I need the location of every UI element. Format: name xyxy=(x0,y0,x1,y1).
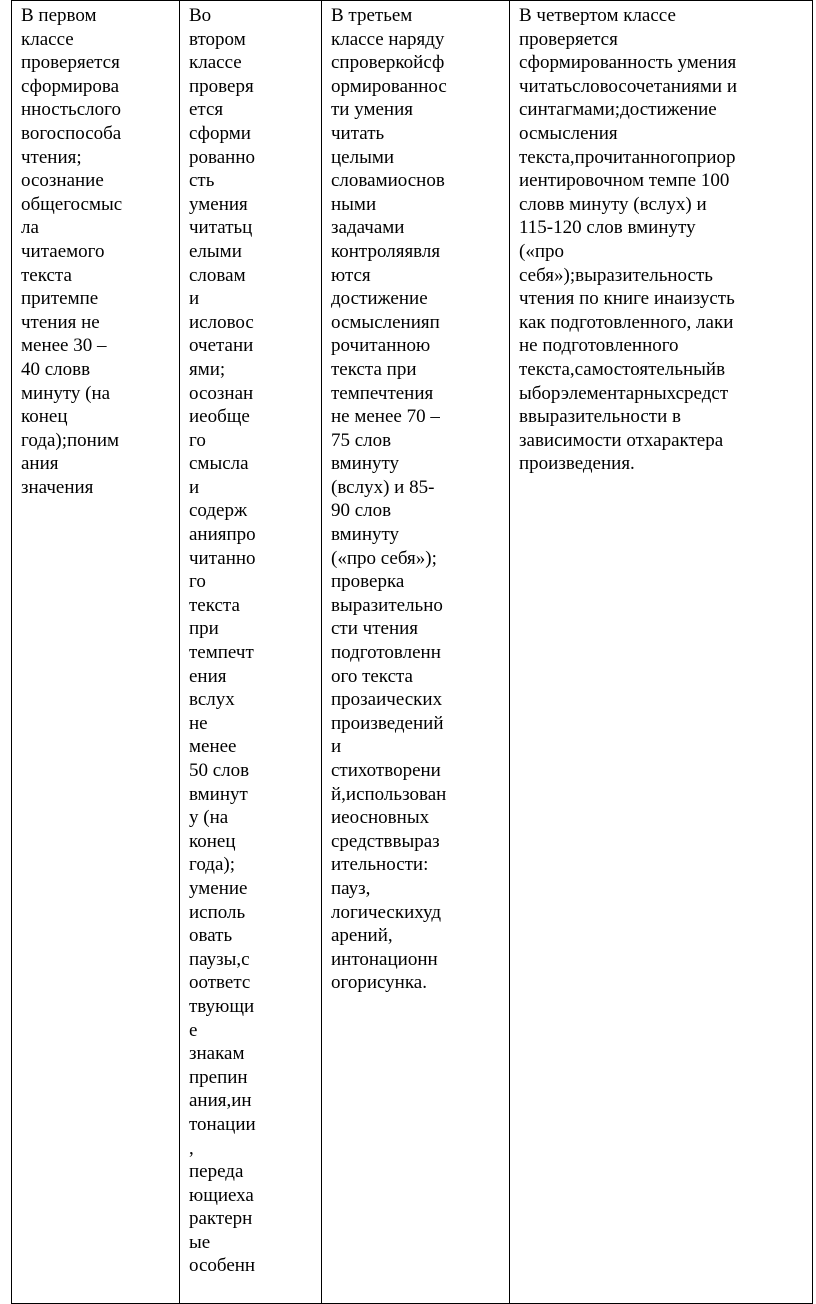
text-line: нностьслого xyxy=(21,99,121,121)
text-line: умение xyxy=(189,877,248,899)
text-line: рованно xyxy=(189,146,255,168)
text-line: ания,ин xyxy=(189,1090,252,1112)
text-line: оответс xyxy=(189,972,251,994)
text-line: вслух xyxy=(189,689,235,711)
text-line: ительности: xyxy=(331,854,429,876)
cell-text-grade-2 xyxy=(189,4,312,1278)
text-line: средстввыраз xyxy=(331,830,440,852)
cell-text-grade-4 xyxy=(519,4,803,476)
text-line: вминут xyxy=(189,783,248,805)
text-line: задачами xyxy=(331,217,405,239)
text-line: ыборэлементарныхсредст xyxy=(519,382,729,404)
text-line: года);поним xyxy=(21,429,120,451)
text-line: анияпро xyxy=(189,524,256,546)
text-line: притемпе xyxy=(21,288,99,310)
text-line: словамиоснов xyxy=(331,170,445,192)
text-line: рактерн xyxy=(189,1208,253,1230)
text-line: произведений xyxy=(331,712,444,734)
text-line: иеобще xyxy=(189,406,250,428)
text-line: В первом xyxy=(21,5,97,26)
text-line: ти умения xyxy=(331,99,414,121)
text-line: 50 слов xyxy=(189,760,250,781)
text-line: зависимости отхарактера xyxy=(519,429,724,451)
text-line: 115-120 слов вминуту xyxy=(519,217,696,239)
text-line: интонационн xyxy=(331,948,438,970)
text-line: как подготовленного, лаки xyxy=(519,311,734,333)
text-line: умения xyxy=(189,193,248,215)
text-line: сформирова xyxy=(21,75,120,97)
text-line: ными xyxy=(331,193,377,215)
text-line: ла xyxy=(21,217,39,239)
text-line: вминуту xyxy=(331,524,400,546)
text-line: себя»);выразительность xyxy=(519,264,713,286)
text-line: и xyxy=(189,476,200,498)
text-line: паузы,с xyxy=(189,948,250,970)
cell-grade-2 xyxy=(180,1,322,1304)
text-line: стихотворени xyxy=(331,760,441,781)
text-line: не менее 70 – xyxy=(331,406,440,428)
text-line: спроверкойсф xyxy=(331,52,445,74)
text-line: не xyxy=(189,712,208,734)
text-line: осмысления xyxy=(519,122,618,144)
text-line: осознан xyxy=(189,382,254,404)
text-line: препин xyxy=(189,1066,248,1088)
text-line: пауз, xyxy=(331,877,371,899)
text-line: ания xyxy=(21,453,59,475)
text-line: В четвертом классе xyxy=(519,5,676,26)
text-line: читанно xyxy=(189,547,256,569)
text-line: произведения. xyxy=(519,453,635,475)
text-line: («про xyxy=(519,240,564,262)
text-line: проверяется xyxy=(519,28,618,50)
text-line: конец xyxy=(189,830,236,852)
text-line: классе xyxy=(189,52,242,74)
text-line: текста,самостоятельныйв xyxy=(519,358,726,380)
text-line: (вслух) и 85- xyxy=(331,476,435,498)
text-line: текста при xyxy=(331,358,417,380)
text-line: темпечт xyxy=(189,642,254,664)
text-line: содерж xyxy=(189,500,248,522)
text-line: («про себя»); xyxy=(331,547,437,569)
text-line: ормированнос xyxy=(331,75,447,97)
text-line: года); xyxy=(189,854,235,876)
text-line: 90 слов xyxy=(331,500,392,522)
text-line: исполь xyxy=(189,901,246,923)
text-line: ввыразительности в xyxy=(519,406,681,428)
text-line: и xyxy=(189,288,200,310)
cell-text-grade-3 xyxy=(331,4,500,995)
table-row xyxy=(12,1,813,1304)
text-line: тонации xyxy=(189,1113,256,1135)
text-line: очетани xyxy=(189,335,254,357)
text-line: иеосновных xyxy=(331,807,430,829)
text-line: прозаических xyxy=(331,689,443,711)
text-line: е xyxy=(189,1019,198,1041)
text-line: классе наряду xyxy=(331,28,445,50)
text-line: , xyxy=(189,1137,194,1159)
text-line: ения xyxy=(189,665,227,687)
text-line: го xyxy=(189,429,206,451)
text-line: менее 30 – xyxy=(21,335,107,357)
text-line: вминуту xyxy=(331,453,400,475)
text-line: В третьем xyxy=(331,5,413,26)
text-line: текста,прочитанногоприор xyxy=(519,146,736,168)
text-line: ющиеха xyxy=(189,1184,254,1206)
text-line: чтения не xyxy=(21,311,100,333)
text-line: вогоспособа xyxy=(21,122,122,144)
text-line: классе xyxy=(21,28,74,50)
cell-text-grade-1 xyxy=(21,4,170,499)
text-line: овать xyxy=(189,925,233,947)
text-line: подготовленн xyxy=(331,642,441,664)
text-line: конец xyxy=(21,406,68,428)
text-line: значения xyxy=(21,476,94,498)
text-line: 75 слов xyxy=(331,429,392,451)
text-line: смысла xyxy=(189,453,249,475)
text-line: ются xyxy=(331,264,371,286)
content-table xyxy=(11,0,813,1304)
cell-grade-3 xyxy=(322,1,510,1304)
text-line: ями; xyxy=(189,358,226,380)
text-line: выразительно xyxy=(331,594,443,616)
text-line: текста xyxy=(21,264,72,286)
text-line: сформи xyxy=(189,122,251,144)
text-line: минуту (на xyxy=(21,382,111,404)
text-line: арений, xyxy=(331,925,393,947)
text-line: особенн xyxy=(189,1255,256,1277)
text-line: общегосмыс xyxy=(21,193,123,215)
text-line: елыми xyxy=(189,240,242,262)
text-line: у (на xyxy=(189,807,229,829)
text-line: и xyxy=(331,736,342,758)
text-line: чтения по книге инаизусть xyxy=(519,288,735,310)
text-line: 40 словв xyxy=(21,358,91,380)
text-line: сформированность умения xyxy=(519,52,737,74)
text-line: читать xyxy=(331,122,385,144)
text-line: синтагмами;достижение xyxy=(519,99,717,121)
text-line: менее xyxy=(189,736,237,758)
cell-grade-4 xyxy=(510,1,813,1304)
text-line: осмысленияп xyxy=(331,311,440,333)
text-line: проверя xyxy=(189,75,254,97)
text-line: контроляявля xyxy=(331,240,441,262)
text-line: знакам xyxy=(189,1043,245,1065)
text-line: проверка xyxy=(331,571,405,593)
text-line: сти чтения xyxy=(331,618,419,640)
text-line: читаемого xyxy=(21,240,105,262)
text-line: словам xyxy=(189,264,246,286)
text-line: ые xyxy=(189,1231,211,1253)
text-line: рочитанною xyxy=(331,335,431,357)
text-line: иентировочном темпе 100 xyxy=(519,170,730,192)
text-line: сть xyxy=(189,170,215,192)
text-line: словв минуту (вслух) и xyxy=(519,193,707,215)
text-line: переда xyxy=(189,1161,244,1183)
text-line: читатьсловосочетаниями и xyxy=(519,75,737,97)
text-line: не подготовленного xyxy=(519,335,679,357)
text-line: ого текста xyxy=(331,665,413,687)
text-line: исловос xyxy=(189,311,254,333)
text-line: логическихуд xyxy=(331,901,441,923)
text-line: го xyxy=(189,571,206,593)
text-line: огорисунка. xyxy=(331,972,427,994)
text-line: текста xyxy=(189,594,240,616)
text-line: твующи xyxy=(189,995,255,1017)
text-line: темпечтения xyxy=(331,382,434,404)
text-line: ется xyxy=(189,99,224,121)
text-line: целыми xyxy=(331,146,395,168)
text-line: при xyxy=(189,618,219,640)
text-line: Во xyxy=(189,5,212,26)
cell-grade-1 xyxy=(12,1,180,1304)
text-line: чтения; xyxy=(21,146,82,168)
text-line: достижение xyxy=(331,288,428,310)
text-line: читатьц xyxy=(189,217,253,239)
text-line: й,использован xyxy=(331,783,447,805)
text-line: втором xyxy=(189,28,246,50)
text-line: осознание xyxy=(21,170,104,192)
text-line: проверяется xyxy=(21,52,120,74)
